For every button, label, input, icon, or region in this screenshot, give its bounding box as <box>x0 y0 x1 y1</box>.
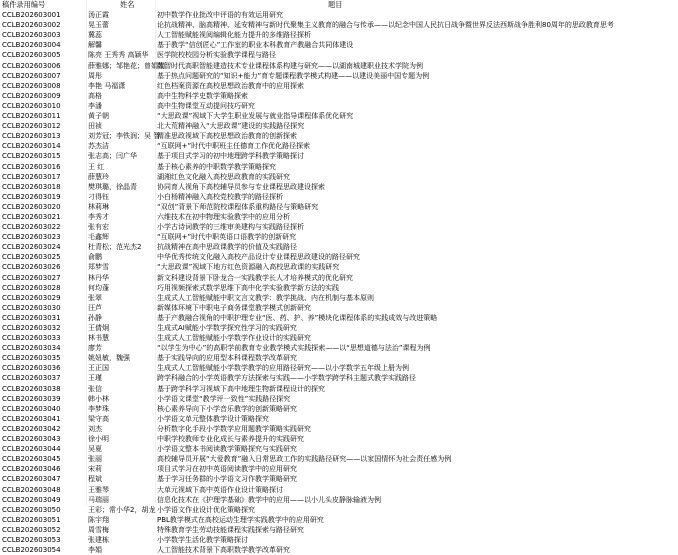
title-cell[interactable]: 生成式AI赋能小学数学探究性学习的实践研究 <box>157 324 297 332</box>
id-cell[interactable]: CCLB202603034 <box>2 344 61 353</box>
title-cell[interactable]: “互联网+”时代中职英语口语教学的创新研究 <box>157 233 297 242</box>
id-cell[interactable]: CCLB202603018 <box>2 182 61 191</box>
table-row <box>0 505 508 515</box>
table-row <box>0 414 508 424</box>
name-cell[interactable]: 薛慧玲 <box>88 172 109 181</box>
title-cell[interactable]: 基于产教融合视角的中职护理专业“医、药、护、养”模块化课程体系的实践成效与改进策略 <box>157 313 438 322</box>
id-cell[interactable]: CCLB202603044 <box>2 445 61 454</box>
id-cell[interactable]: CCLB202603006 <box>2 61 61 70</box>
id-cell[interactable]: CCLB202603029 <box>2 293 61 302</box>
id-cell[interactable]: CCLB202603010 <box>2 101 61 110</box>
title-cell[interactable]: 高中生物科学史数学策略探索 <box>157 91 248 100</box>
table-row <box>0 222 508 232</box>
name-cell[interactable]: 苏杰洁 <box>88 142 109 151</box>
id-cell[interactable]: CCLB202603031 <box>2 313 61 322</box>
table-row <box>0 444 508 454</box>
table-row <box>0 182 508 192</box>
table-row <box>0 434 508 444</box>
title-cell[interactable]: 红色档案资源在高校思想政治教育中的应用探索 <box>157 81 304 90</box>
name-cell[interactable]: 王雅琴 <box>88 485 109 494</box>
name-cell[interactable]: 郑梦雪 <box>88 263 109 272</box>
name-cell[interactable]: 晃玉蕾 <box>88 21 109 30</box>
id-cell[interactable]: CCLB202603033 <box>2 334 61 343</box>
title-cell[interactable]: 高校辅导员开展“大爱教育”融入日常思政工作的实践路径研究——以家国情怀为社会责任感为例 <box>157 455 452 464</box>
id-cell[interactable]: CCLB202603042 <box>2 424 61 433</box>
name-cell[interactable]: 陈宇翔 <box>88 515 109 524</box>
id-cell[interactable]: CCLB202603046 <box>2 465 61 474</box>
name-cell[interactable]: 李潘 <box>88 101 102 110</box>
title-cell[interactable]: 六维技术在初中物理实验教学中的应用分析 <box>157 212 290 221</box>
table-row <box>0 323 508 333</box>
id-cell[interactable]: CCLB202603049 <box>2 495 61 504</box>
table-row <box>0 333 508 343</box>
id-cell[interactable]: CCLB202603002 <box>2 21 61 30</box>
title-cell[interactable]: 基于项目式学习的初中地理跨学科教学策略探讨 <box>157 152 304 161</box>
name-cell[interactable]: 何均蓬 <box>88 283 109 292</box>
id-cell[interactable]: CCLB202603023 <box>2 233 61 242</box>
title-cell[interactable]: “互联网+”时代中职班主任德育工作优化路径探索 <box>157 142 311 151</box>
id-cell[interactable]: CCLB202603025 <box>2 253 61 262</box>
table-row <box>0 535 508 545</box>
id-cell[interactable]: CCLB202603016 <box>2 162 61 171</box>
title-cell[interactable]: 小学语文课堂“教学评一致性”实践路径探究 <box>157 394 291 403</box>
name-cell[interactable]: 张信 <box>88 384 102 393</box>
table-row <box>0 151 508 161</box>
title-cell[interactable]: 基于跨学科学习视域下高中地理生物新课程设计的探究 <box>157 384 325 393</box>
name-cell[interactable]: 李秀才 <box>88 212 109 221</box>
table-row <box>0 192 508 202</box>
name-cell[interactable]: 刘杰 <box>88 424 102 433</box>
header-title[interactable]: 题目 <box>328 0 343 9</box>
name-cell[interactable]: 李娟 <box>88 546 102 555</box>
id-cell[interactable]: CCLB202603051 <box>2 515 61 524</box>
id-cell[interactable]: CCLB202603008 <box>2 81 61 90</box>
title-cell[interactable]: 分析数字化手段小学数学应用题教学策略实践研究 <box>157 424 311 433</box>
table-row <box>0 10 508 20</box>
id-cell[interactable]: CCLB202603039 <box>2 394 61 403</box>
id-cell[interactable]: CCLB202603020 <box>2 202 61 211</box>
title-cell[interactable]: 小学语文单元整体教学设计策略探究 <box>157 414 269 423</box>
table-row <box>0 303 508 313</box>
name-cell[interactable]: 孙静 <box>88 313 102 322</box>
id-cell[interactable]: CCLB202603043 <box>2 435 61 444</box>
title-cell[interactable]: 信息化技术在《护理学基础》教学中的应用——以小儿头皮静脉输液为例 <box>157 495 381 504</box>
name-cell[interactable]: 王 红 <box>88 162 105 171</box>
name-cell[interactable]: 韩小林 <box>88 394 109 403</box>
id-cell[interactable]: CCLB202603017 <box>2 172 61 181</box>
id-cell[interactable]: CCLB202603037 <box>2 374 61 383</box>
id-cell[interactable]: CCLB202603024 <box>2 243 61 252</box>
title-cell[interactable]: 湖湘红色文化融入高校思政教育的实践研究 <box>157 172 290 181</box>
table-row <box>0 202 508 212</box>
table-row <box>0 485 508 495</box>
name-cell[interactable]: 王正国 <box>88 364 109 373</box>
title-cell[interactable]: 论抗战精神、脑高精神、延安精神与新时代聚集主义教育的融合与传承——以纪念中国人民抗日战争暨世界反法西斯战争胜利80周年的思政教育思考 <box>157 21 614 30</box>
title-cell[interactable]: 基于热点问题研究的“知识+能力”育专题课程教学模式构建——以建设美丽中国专题为例 <box>157 71 430 80</box>
table-row <box>0 353 508 363</box>
id-cell[interactable]: CCLB202603005 <box>2 51 61 60</box>
table-row <box>0 394 508 404</box>
title-cell[interactable]: 高中生物课堂互动提问技巧研究 <box>157 101 255 110</box>
name-cell[interactable]: 程斌 <box>88 475 102 484</box>
id-cell[interactable]: CCLB202603030 <box>2 303 61 312</box>
id-cell[interactable]: CCLB202603038 <box>2 384 61 393</box>
name-cell[interactable]: 张建栋 <box>88 535 109 544</box>
name-cell[interactable]: 樊琪璐，徐晶青 <box>88 182 137 191</box>
id-cell[interactable]: CCLB202603007 <box>2 71 61 80</box>
id-cell[interactable]: CCLB202603015 <box>2 152 61 161</box>
title-cell[interactable]: “双创”背景下师范院校课程体系重构路径与策略研究 <box>157 202 319 211</box>
title-cell[interactable]: 大单元视域下高中英语作业设计策略探讨 <box>157 485 283 494</box>
name-cell[interactable]: 林书慧 <box>88 334 109 343</box>
table-row <box>0 91 508 101</box>
table-row <box>0 50 508 60</box>
table-row <box>0 474 508 484</box>
title-cell[interactable]: 中华优秀传统文化融入高校产品设计专业课程思政建设的路径研究 <box>157 253 360 262</box>
id-cell[interactable]: CCLB202603052 <box>2 525 61 534</box>
id-cell[interactable]: CCLB202603026 <box>2 263 61 272</box>
header-id[interactable]: 稿件录用编号 <box>2 0 46 9</box>
table-row <box>0 81 508 91</box>
title-cell[interactable]: 人工智能技术背景下高职数学教学改革研究 <box>157 546 290 555</box>
name-cell[interactable]: 林丹华 <box>88 273 109 282</box>
title-cell[interactable]: PBL教学模式在高校运动生理学实践教学中的应用研究 <box>157 515 324 524</box>
table-row <box>0 343 508 353</box>
table-row <box>0 424 508 434</box>
name-cell[interactable]: 周彤 <box>88 71 102 80</box>
title-cell[interactable]: 医学院校校园分析实验教学课程与路径 <box>157 51 276 60</box>
title-cell[interactable]: 精准思政视域下高校思想政治教育的创新探索 <box>157 132 297 141</box>
id-cell[interactable]: CCLB202603050 <box>2 505 61 514</box>
table-row <box>0 373 508 383</box>
title-cell[interactable]: 基于教学“信创匠心”工作室的职业本科教育产教融合共同体建设 <box>157 41 354 50</box>
title-cell[interactable]: 生成式人工智能赋能小学数学教学的应用路径研究——以小学数学五年级上册为例 <box>157 364 409 373</box>
name-cell[interactable]: 薛雅娜；邹艳花；曾娟娟 <box>88 61 165 70</box>
title-cell[interactable]: 基于学习任务群的小学语文习作教学策略研究 <box>157 475 297 484</box>
name-cell[interactable]: 宋莉 <box>88 465 102 474</box>
table-row <box>0 283 508 293</box>
title-cell[interactable]: 项目式学习在初中英语阅读教学中的应用研究 <box>157 465 297 474</box>
id-cell[interactable]: CCLB202603021 <box>2 212 61 221</box>
table-row <box>0 121 508 131</box>
name-cell[interactable]: 张丽 <box>88 455 102 464</box>
table-row <box>0 101 508 111</box>
title-cell[interactable]: 新文科建设背景下卧龙合一实践教学长人才培养模式的优化研究 <box>157 273 353 282</box>
name-cell[interactable]: 陈亮 王秀秀 高颖华 <box>88 51 149 60</box>
header-row <box>0 0 508 10</box>
table-row <box>0 262 508 272</box>
name-cell[interactable]: 马瑞丽 <box>88 495 109 504</box>
name-cell[interactable]: 姚妞敏，魏强 <box>88 354 130 363</box>
id-cell[interactable]: CCLB202603009 <box>2 91 61 100</box>
name-cell[interactable]: 解馨 <box>88 41 102 50</box>
title-cell[interactable]: 小白杨精神融入高校党校教学的路径探析 <box>157 192 283 201</box>
name-cell[interactable]: 张翠 <box>88 293 102 302</box>
name-cell[interactable]: 冀蕊 <box>88 31 102 40</box>
name-cell[interactable]: 吴夏 <box>88 445 102 454</box>
title-cell[interactable]: 小学数学生活化教学策略探讨 <box>157 535 248 544</box>
id-cell[interactable]: CCLB202603036 <box>2 364 61 373</box>
table-row <box>0 252 508 262</box>
name-cell[interactable]: 高格 <box>88 91 102 100</box>
name-cell[interactable]: 刘芳冠；李铁润；吴 智 <box>88 132 161 141</box>
name-cell[interactable]: 王倩炯 <box>88 324 109 332</box>
name-cell[interactable]: 周雪梅 <box>88 525 109 534</box>
table-row <box>0 172 508 182</box>
table-row <box>0 40 508 50</box>
name-cell[interactable]: 毛鑫辉 <box>88 233 109 242</box>
title-cell[interactable]: 中职学校教师专业化成长与素养提升的实践研究 <box>157 435 304 444</box>
table-row <box>0 162 508 172</box>
id-cell[interactable]: CCLB202603012 <box>2 122 61 131</box>
title-cell[interactable]: 数智时代高职智能建造技术专业课程体系构建与研究——以湖南城建职业技术学院为例 <box>157 61 423 70</box>
title-cell[interactable]: “大思政课”视域下大学生职业发展与就业指导课程体系优化研究 <box>157 112 354 121</box>
table-row <box>0 384 508 394</box>
table-row <box>0 515 508 525</box>
id-cell[interactable]: CCLB202603027 <box>2 273 61 282</box>
table-row <box>0 363 508 373</box>
table-body <box>0 10 614 555</box>
id-cell[interactable]: CCLB202603045 <box>2 455 61 464</box>
name-cell[interactable]: 王瑾 <box>88 374 102 383</box>
title-cell[interactable]: 跨学科融合的小学英语教学方法探索与实践——小学数学跨学科主题式教学实践路径 <box>157 374 416 383</box>
title-cell[interactable]: 生成式人工智能赋能中职文言文教学：教学挑战、内在机制与基本原则 <box>157 293 374 302</box>
title-cell[interactable]: 协同育人视角下高校辅导员参与专业课程思政建设探索 <box>157 182 325 191</box>
id-cell[interactable]: CCLB202603047 <box>2 475 61 484</box>
title-cell[interactable]: 巧用视频探索式数学思维下高中化学实验教学新方法的实践 <box>157 283 339 292</box>
table-row <box>0 20 614 30</box>
table-row <box>0 30 508 40</box>
title-cell[interactable]: 小学语文整本书阅读教学策略探究与实践研究 <box>157 445 297 454</box>
name-cell[interactable]: 张有宏 <box>88 223 109 232</box>
title-cell[interactable]: 基于核心素养的中职数学教学策略探究 <box>157 162 276 171</box>
name-cell[interactable]: 李梦珠 <box>88 404 109 413</box>
name-cell[interactable]: 汤正霞 <box>88 11 109 20</box>
title-cell[interactable]: 初中数学作业批改中评语的有效运用研究 <box>157 11 283 20</box>
title-cell[interactable]: 小学语文作业设计优化策略探究 <box>157 505 255 514</box>
table-row <box>0 293 508 303</box>
name-cell[interactable]: 田祯 <box>88 122 102 131</box>
name-cell[interactable]: 刁得钰 <box>88 192 109 201</box>
id-cell[interactable]: CCLB202603054 <box>2 546 61 555</box>
table-row <box>0 495 508 505</box>
table-row <box>0 111 508 121</box>
title-cell[interactable]: 生成式人工智能赋能小学数学作业设计的实践研究 <box>157 334 311 343</box>
table-row <box>0 454 508 464</box>
id-cell[interactable]: CCLB202603011 <box>2 112 61 121</box>
table-row <box>0 71 508 81</box>
title-cell[interactable]: 北大荒精神融入“大思政课”建设的实践路径探究 <box>157 122 305 131</box>
table-row <box>0 525 508 535</box>
table-row <box>0 212 508 222</box>
table-row <box>0 545 508 555</box>
name-cell[interactable]: 廖芳 <box>88 344 102 353</box>
id-cell[interactable]: CCLB202603032 <box>2 324 61 332</box>
name-cell[interactable]: 张志高；闫广华 <box>88 152 137 161</box>
table-row <box>0 404 508 414</box>
title-cell[interactable]: 基于实践导向的应用型本科课程数学改革研究 <box>157 354 297 363</box>
name-cell[interactable]: 林莉琳 <box>88 202 109 211</box>
id-cell[interactable]: CCLB202603014 <box>2 142 61 151</box>
title-cell[interactable]: 人工智能赋能视阅编辑化能力提升的多维路径探析 <box>157 31 311 40</box>
table-row <box>0 313 508 323</box>
id-cell[interactable]: CCLB202603004 <box>2 41 61 50</box>
id-cell[interactable]: CCLB202603041 <box>2 414 61 423</box>
id-cell[interactable]: CCLB202603013 <box>2 132 61 141</box>
table-row <box>0 131 508 141</box>
title-cell[interactable]: “以学生为中心”的高职学前教育专业教学模式实践探索——以“思想道德与法治”课程为例 <box>157 344 431 353</box>
table-row <box>0 61 508 71</box>
id-cell[interactable]: CCLB202603001 <box>2 11 61 20</box>
name-cell[interactable]: 李艳 马福潇 <box>88 81 126 90</box>
table-row <box>0 232 508 242</box>
id-cell[interactable]: CCLB202603053 <box>2 535 61 544</box>
table-row <box>0 464 508 474</box>
title-cell[interactable]: 抗战精神在高中思政课教学的价值及实践路径 <box>157 243 297 252</box>
title-cell[interactable]: 新媒体环境下中职电子商务课堂教学模式创新研究 <box>157 303 311 312</box>
title-cell[interactable]: “大思政课”视域下地方红色资源融入高校思政课的实践研究 <box>157 263 340 272</box>
name-cell[interactable]: 汪芦 <box>88 303 102 312</box>
id-cell[interactable]: CCLB202603003 <box>2 31 61 40</box>
id-cell[interactable]: CCLB202603035 <box>2 354 61 363</box>
id-cell[interactable]: CCLB202603028 <box>2 283 61 292</box>
id-cell[interactable]: CCLB202603048 <box>2 485 61 494</box>
header-name[interactable]: 姓名 <box>120 0 135 9</box>
table-row <box>0 242 508 252</box>
id-cell[interactable]: CCLB202603040 <box>2 404 61 413</box>
id-cell[interactable]: CCLB202603022 <box>2 223 61 232</box>
name-cell[interactable]: 俞鹏 <box>88 253 102 262</box>
name-cell[interactable]: 梁守高 <box>88 414 109 423</box>
name-cell[interactable]: 杜青松；范光杰2 <box>88 243 142 252</box>
title-cell[interactable]: 核心素养导向下小学音乐教学的创新策略研究 <box>157 404 297 413</box>
id-cell[interactable]: CCLB202603019 <box>2 192 61 201</box>
title-cell[interactable]: 特殊教育学生劳动技能课程实践探索与路径研究 <box>157 525 304 534</box>
table-row <box>0 141 508 151</box>
name-cell[interactable]: 王彩；常小华2，胡龙 <box>88 505 156 514</box>
table-row <box>0 273 508 283</box>
name-cell[interactable]: 黄子朝 <box>88 112 109 121</box>
title-cell[interactable]: 小学古诗词教学的三维审美建构与实践路径探析 <box>157 223 304 232</box>
name-cell[interactable]: 徐小明 <box>88 435 109 444</box>
